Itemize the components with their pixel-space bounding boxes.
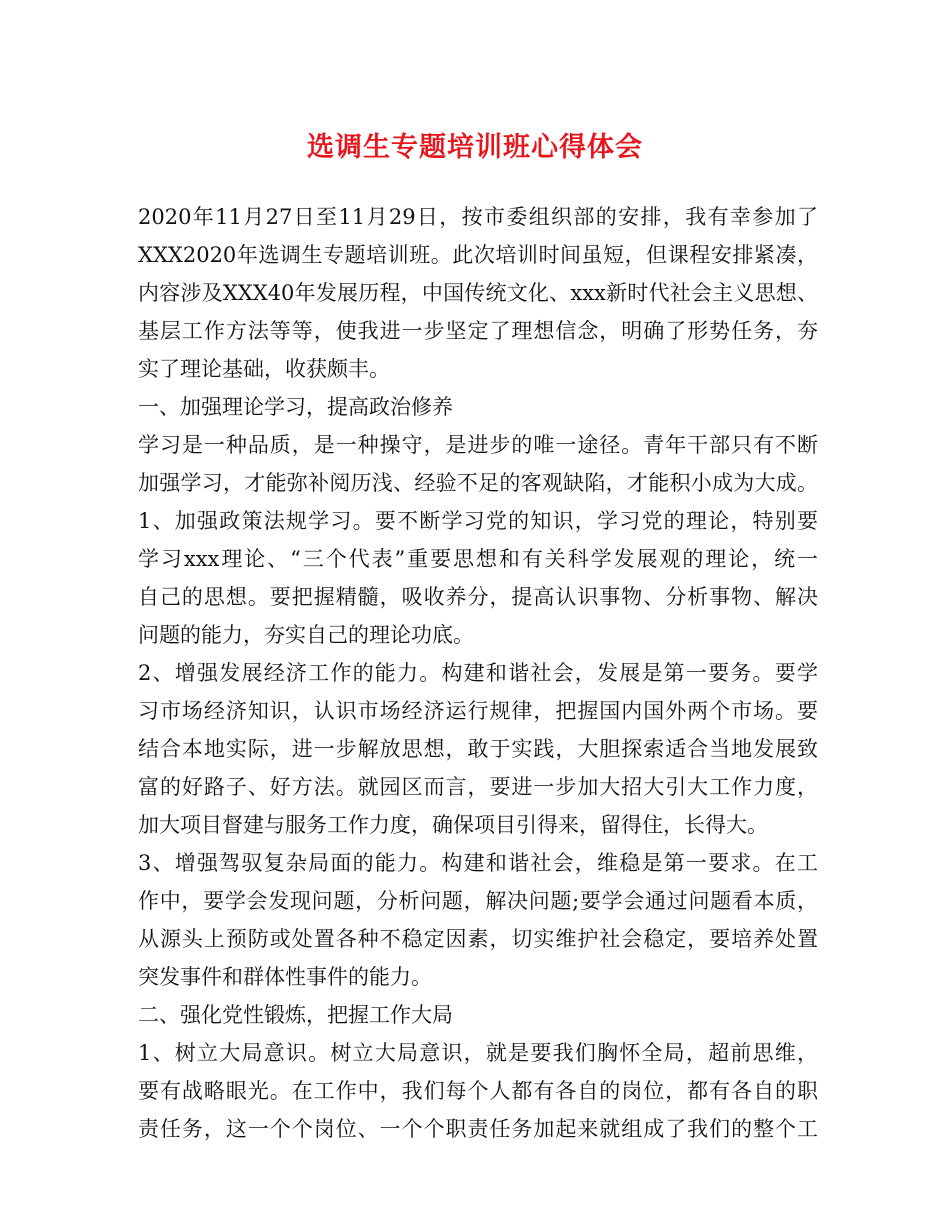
text-line: 自己的思想。要把握精髓，吸收养分，提高认识事物、分析事物、解决: [138, 585, 818, 609]
text-line: 一、加强理论学习，提高政治修养: [138, 395, 453, 419]
text-line: 2、增强发展经济工作的能力。构建和谐社会，发展是第一要务。要学: [138, 661, 818, 685]
text-line: 1、加强政策法规学习。要不断学习党的知识，学习党的理论，特别要: [138, 509, 818, 533]
text-line: 二、强化党性锻炼，把握工作大局: [138, 1003, 453, 1027]
document-body: [138, 198, 818, 1148]
text-line: 作中，要学会发现问题，分析问题，解决问题;要学会通过问题看本质，: [138, 889, 818, 913]
text-line: 2020年11月27日至11月29日，按市委组织部的安排，我有幸参加了: [138, 205, 818, 229]
text-line: XXX2020年选调生专题培训班。此次培训时间虽短，但课程安排紧凑，: [138, 243, 818, 267]
text-line: 突发事件和群体性事件的能力。: [138, 965, 432, 989]
text-line: 从源头上预防或处置各种不稳定因素，切实维护社会稳定，要培养处置: [138, 927, 818, 951]
text-line: 习市场经济知识，认识市场经济运行规律，把握国内国外两个市场。要: [138, 699, 818, 723]
text-line: 1、树立大局意识。树立大局意识，就是要我们胸怀全局，超前思维，: [138, 1041, 818, 1065]
text-line: 实了理论基础，收获颇丰。: [138, 357, 390, 381]
text-line: 内容涉及XXX40年发展历程，中国传统文化、xxx新时代社会主义思想、: [138, 281, 818, 305]
text-line: 基层工作方法等等，使我进一步坚定了理想信念，明确了形势任务，夯: [138, 319, 818, 343]
text-line: 3、增强驾驭复杂局面的能力。构建和谐社会，维稳是第一要求。在工: [138, 851, 818, 875]
text-line: 加大项目督建与服务工作力度，确保项目引得来，留得住，长得大。: [138, 813, 768, 837]
text-line: 要有战略眼光。在工作中，我们每个人都有各自的岗位，都有各自的职: [138, 1079, 818, 1103]
text-line: 学习xxx理论、“三个代表”重要思想和有关科学发展观的理论，统一: [138, 547, 818, 571]
text-line: 责任务，这一个个岗位、一个个职责任务加起来就组成了我们的整个工: [138, 1117, 818, 1141]
text-line: 富的好路子、好方法。就园区而言，要进一步加大招大引大工作力度，: [138, 775, 818, 799]
text-line: 问题的能力，夯实自己的理论功底。: [138, 623, 474, 647]
text-line: 加强学习，才能弥补阅历浅、经验不足的客观缺陷，才能积小成为大成。: [138, 471, 818, 495]
document-title: 选调生专题培训班心得体会: [307, 132, 643, 163]
text-line: 学习是一种品质，是一种操守，是进步的唯一途径。青年干部只有不断: [138, 433, 818, 457]
text-line: 结合本地实际，进一步解放思想，敢于实践，大胆探索适合当地发展致: [138, 737, 818, 761]
